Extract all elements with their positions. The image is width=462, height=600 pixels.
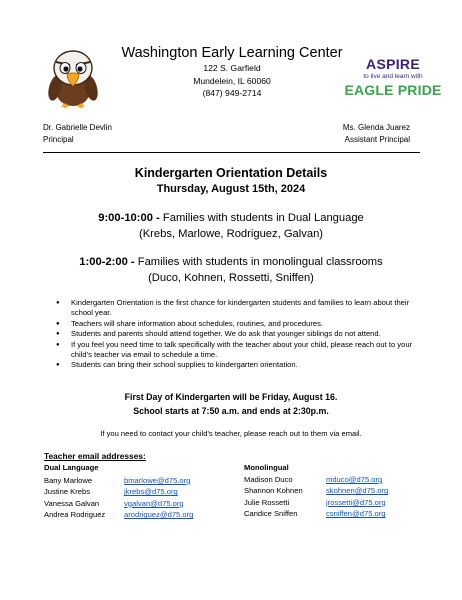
teacher-email-link[interactable]: bmarlowe@d75.org xyxy=(124,476,191,485)
teacher-email-link[interactable]: jrossetti@d75.org xyxy=(326,497,386,507)
monolingual-heading: Monolingual xyxy=(244,463,289,472)
eagle-pride-tagline: EAGLE PRIDE xyxy=(344,82,442,98)
first-day-line1: First Day of Kindergarten will be Friday, August 16. xyxy=(124,392,338,402)
school-address-city: Mundelein, IL 60060 xyxy=(193,75,271,86)
school-phone: (847) 949-2714 xyxy=(202,88,262,98)
session1-time: 9:00-10:00 - xyxy=(98,212,160,224)
bullet-item: ● If you feel you need time to talk specifically with the teacher about your child, please reach out to your child's teacher via email to schedule a time. xyxy=(56,340,428,361)
aspire-subtitle: to live and learn with xyxy=(363,73,423,80)
teacher-name: Julie Rossetti xyxy=(244,497,290,507)
teacher-name: Bany Marlowe xyxy=(44,476,93,485)
session-dual-language xyxy=(0,210,462,242)
session1-description: Families with students in Dual Language xyxy=(159,212,364,224)
bullet-item: ● Students and parents should attend together. We do ask that younger siblings do not attend. xyxy=(56,329,428,339)
teacher-email-link[interactable]: mduco@d75.org xyxy=(326,475,383,484)
email-section-heading: Teacher email addresses: xyxy=(44,451,146,461)
session-monolingual xyxy=(0,254,462,286)
teacher-email-link[interactable]: csniffen@d75.org xyxy=(326,509,386,519)
school-header xyxy=(120,44,344,100)
teacher-email-link[interactable]: jkrebs@d75.org xyxy=(124,487,178,497)
teacher-name: Shannon Kohnen xyxy=(244,486,303,496)
first-day-line2: School starts at 7:50 a.m. and ends at 2:30p.m. xyxy=(133,405,329,416)
session2-description: Families with students in monolingual classrooms xyxy=(134,256,383,268)
teacher-name: Candice Sniffen xyxy=(244,509,298,519)
school-name: Washington Early Learning Center xyxy=(121,45,343,61)
teacher-name: Justine Krebs xyxy=(44,487,91,497)
header-divider xyxy=(43,152,420,153)
page-title: Kindergarten Orientation Details xyxy=(134,166,328,180)
eagle-mascot-icon xyxy=(44,46,102,108)
session1-teachers: (Krebs, Marlowe, Rodriguez, Galvan) xyxy=(138,228,324,240)
teacher-name: Vanessa Galvan xyxy=(44,498,100,508)
teacher-email-link[interactable]: arodriguez@d75.org xyxy=(124,510,194,520)
aspire-logo xyxy=(343,56,443,98)
assistant-principal-name: Ms. Glenda Juarez xyxy=(342,123,410,132)
dual-language-heading: Dual Language xyxy=(44,463,99,472)
teacher-email-link[interactable]: vgalvan@d75.org xyxy=(124,498,184,508)
bullet-item: ● Students can bring their school supplies to kindergarten orientation. xyxy=(56,360,428,370)
bullet-item: ● Teachers will share information about schedules, routines, and procedures. xyxy=(56,319,428,329)
contact-note: If you need to contact your child's teacher, please reach out to them via email. xyxy=(100,429,362,438)
teacher-name: Madison Duco xyxy=(244,475,293,484)
teacher-name: Andrea Rodriguez xyxy=(44,510,106,520)
principal-role: Principal xyxy=(43,135,74,144)
principal-name: Dr. Gabrielle Devlin xyxy=(43,123,112,132)
info-bullet-list xyxy=(56,298,428,371)
assistant-principal-block xyxy=(343,122,410,146)
assistant-principal-role: Assistant Principal xyxy=(344,135,410,144)
teacher-email-link[interactable]: skohnen@d75.org xyxy=(326,486,389,496)
bullet-item: ● Kindergarten Orientation is the first chance for kindergarten students and families to learn about their school year. xyxy=(56,298,428,319)
orientation-date: Thursday, August 15th, 2024 xyxy=(156,183,306,195)
session2-teachers: (Duco, Kohnen, Rossetti, Sniffen) xyxy=(148,272,314,284)
first-day-notice xyxy=(0,391,462,418)
principal-block xyxy=(43,122,112,146)
school-address-street: 122 S. Garfield xyxy=(203,63,261,73)
aspire-title: ASPIRE xyxy=(366,56,420,72)
session2-time: 1:00-2:00 - xyxy=(79,256,135,268)
